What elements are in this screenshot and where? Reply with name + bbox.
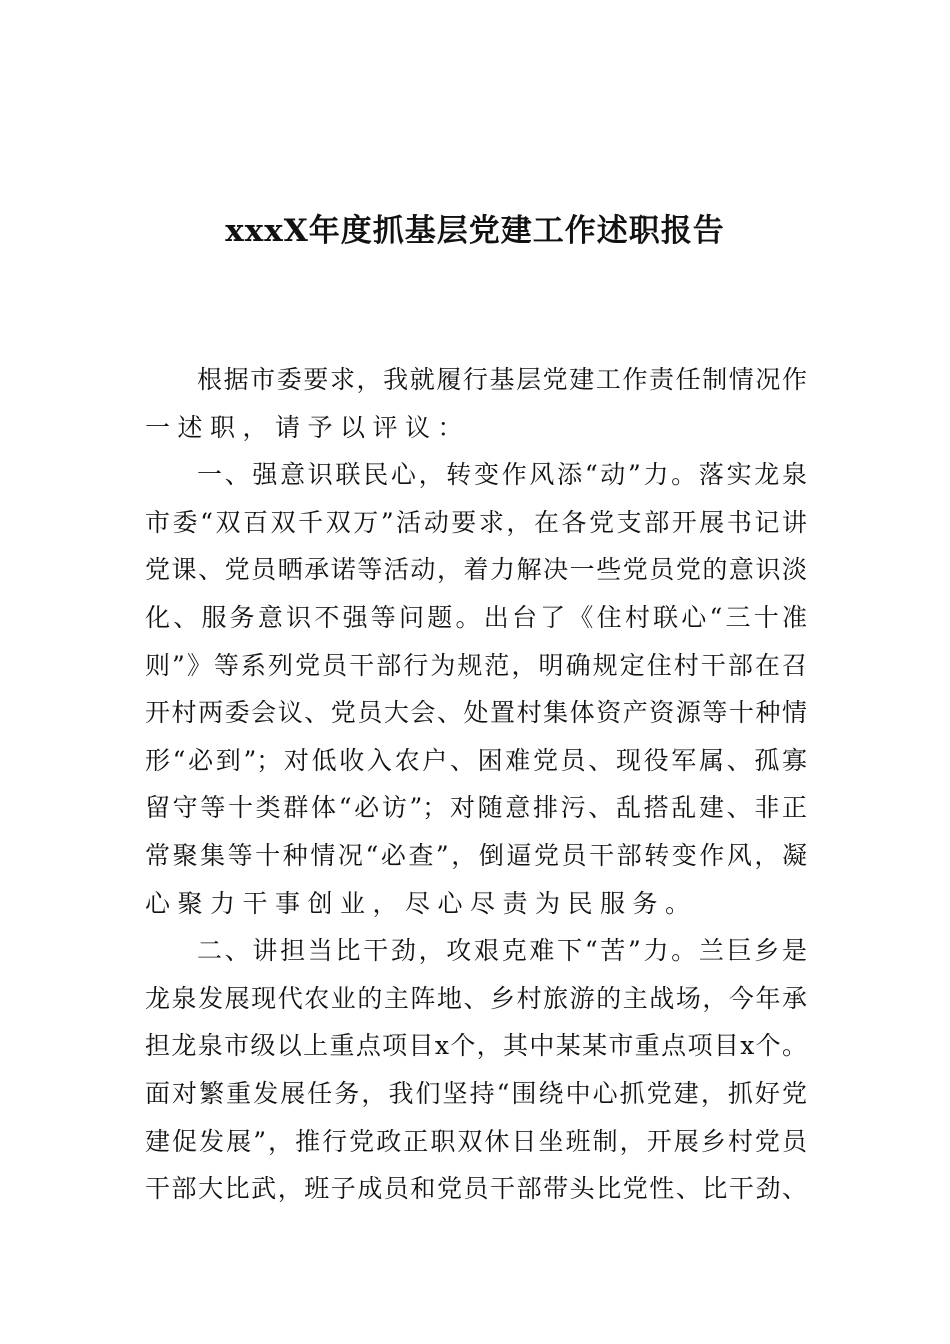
- paragraph-line: 市委“双百双千双万”活动要求，在各党支部开展书记讲: [145, 507, 807, 537]
- paragraph-line: 心聚力干事创业，尽心尽责为民服务。: [145, 888, 698, 918]
- paragraph-line: 开村两委会议、党员大会、处置村集体资产资源等十种情: [145, 698, 807, 728]
- paragraph: [145, 451, 807, 927]
- paragraph-line: 常聚集等十种情况“必查”，倒逼党员干部转变作风，凝: [145, 840, 807, 870]
- document-title: xxxX年度抓基层党建工作述职报告: [225, 213, 725, 249]
- paragraph: [145, 927, 807, 1213]
- paragraph-line: 党课、党员晒承诺等活动，着力解决一些党员党的意识淡: [145, 555, 807, 585]
- paragraph-line: 留守等十类群体“必访”；对随意排污、乱搭乱建、非正: [145, 793, 807, 823]
- paragraph-line: 形“必到”；对低收入农户、困难党员、现役军属、孤寡: [145, 745, 807, 775]
- paragraph-line: 二、讲担当比干劲，攻艰克难下“苦”力。兰巨乡是: [197, 936, 807, 966]
- paragraph-line: 一述职，请予以评议：: [145, 412, 471, 442]
- paragraph: [145, 356, 807, 451]
- paragraph-line: 根据市委要求，我就履行基层党建工作责任制情况作: [197, 365, 807, 394]
- paragraph-line: 建促发展”，推行党政正职双休日坐班制，开展乡村党员: [145, 1126, 807, 1156]
- document-body: [145, 356, 807, 1213]
- paragraph-line: 面对繁重发展任务，我们坚持“围绕中心抓党建，抓好党: [145, 1078, 807, 1108]
- paragraph-line: 则”》等系列党员干部行为规范，明确规定住村干部在召: [145, 650, 807, 680]
- paragraph-line: 化、服务意识不强等问题。出台了《住村联心“三十准: [145, 602, 807, 632]
- paragraph-line: 一、强意识联民心，转变作风添“动”力。落实龙泉: [197, 460, 807, 490]
- paragraph-line: 龙泉发展现代农业的主阵地、乡村旅游的主战场，今年承: [145, 983, 807, 1013]
- paragraph-line: 担龙泉市级以上重点项目x个，其中某某市重点项目x个。: [145, 1031, 807, 1061]
- paragraph-line: 干部大比武，班子成员和党员干部带头比党性、比干劲、: [145, 1174, 807, 1204]
